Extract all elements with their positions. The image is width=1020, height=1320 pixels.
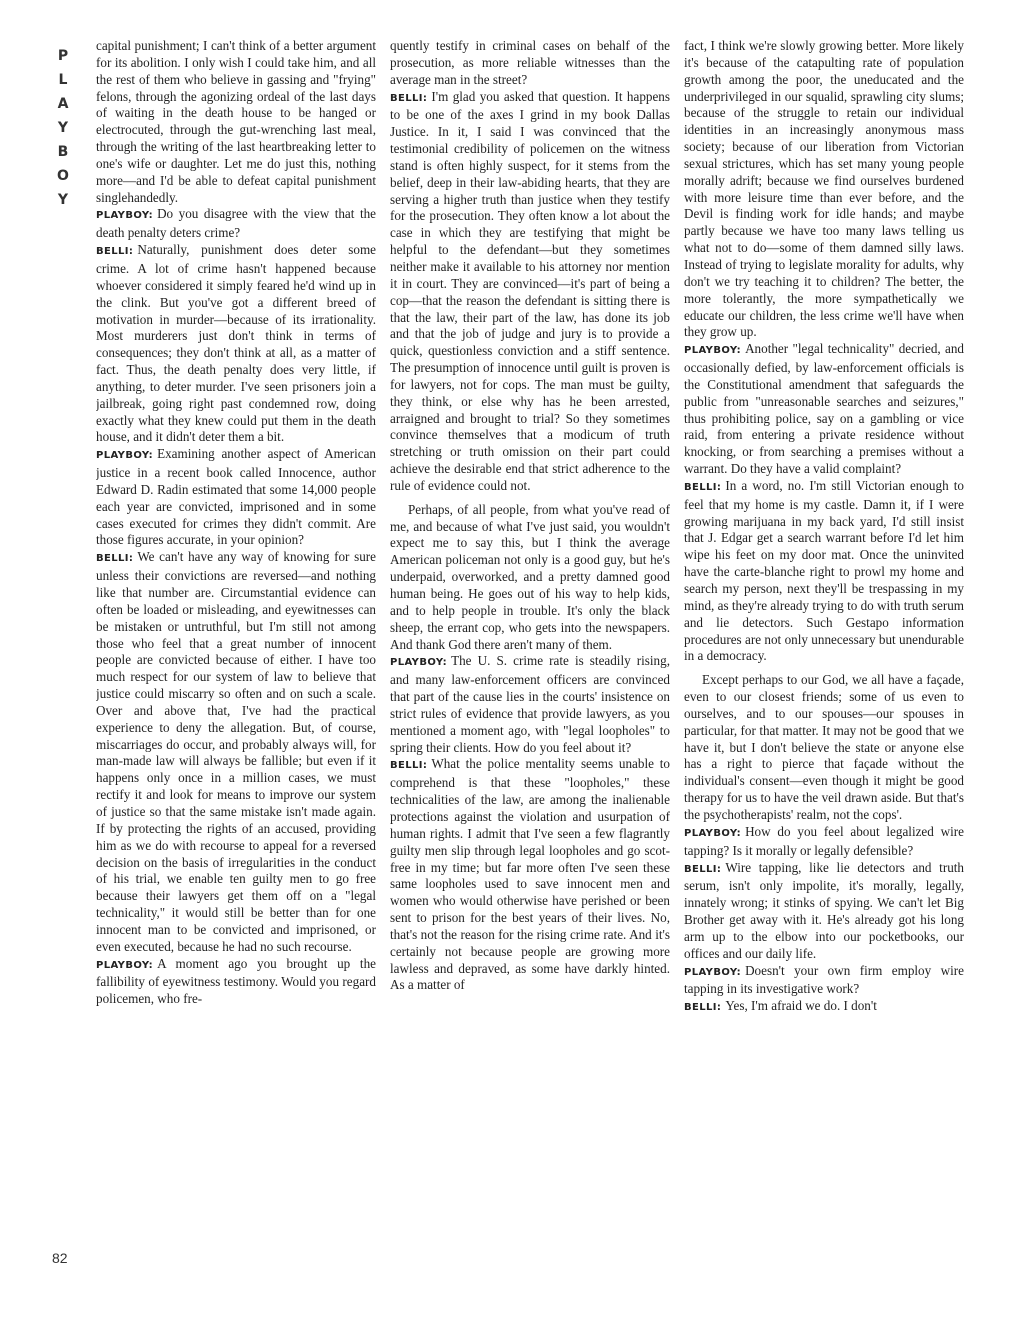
- interview-paragraph: [96, 956, 376, 1009]
- interview-paragraph: [96, 549, 376, 955]
- paragraph-text: Wire tapping, like lie detectors and truth serum, isn't only impolite, it's morally, legally, innately wrong; it stinks of spying. We can't let Big Brother get away with it. He's already got his long arm up to the elbow into our pocketbooks, our offices and our daily life.: [684, 859, 964, 961]
- playboy-masthead: [50, 44, 76, 212]
- body-paragraph: [684, 38, 964, 341]
- paragraph-text: In a word, no. I'm still Victorian enough to feel that my home is my castle. Damn it, if I were growing marijuana in my back yard, I'd still insist that J. Edgar get a search warrant before I'd let him wipe his feet on my door mat. Once the uninvited have the carte-blanche right to prowl my home and search my person, next they'll be trespassing in my mind, as they're already trying to do with truth serum and lie detectors. Such Gestapo information procedures are not only unnecessary but unendurable in a democracy.: [684, 477, 964, 664]
- masthead-letter: A: [57, 96, 69, 112]
- speaker-label: PLAYBOY:: [684, 966, 742, 978]
- body-paragraph: [390, 502, 670, 654]
- text-column-1: [96, 38, 376, 1282]
- masthead-letter: L: [58, 72, 68, 88]
- paragraph-text: quently testify in criminal cases on behalf of the prosecution, as more reliable witnesses than the average man in the street?: [390, 38, 670, 87]
- interview-paragraph: [684, 998, 964, 1017]
- body-paragraph: [390, 38, 670, 89]
- speaker-label: BELLI:: [684, 1002, 722, 1014]
- speaker-label: PLAYBOY:: [684, 345, 742, 357]
- speaker-label: BELLI:: [684, 863, 722, 875]
- paragraph-text: Yes, I'm afraid we do. I don't: [725, 998, 877, 1014]
- paragraph-text: fact, I think we're slowly growing better. More likely it's because of the catapulting rate of population growth among the poor, the uneducated and the underprivileged in our squalid, sprawling city slums; because of the struggle to retain our individual identities in an increasingly anonymous mass society; because of our liberation from Victorian sexual strictures, which has set many young people morally adrift; because we find ourselves burdened with more leisure time than ever before, and the Devil is finding work for idle hands; and maybe partly because we have too many laws telling us what not to do—some of them damned silly laws. Instead of trying to legislate morality for adults, why don't we try teaching it to children? The better, the more tolerantly, the more sympathetically we educate our children, the less crime we'll have when they grow up.: [684, 38, 964, 340]
- paragraph-text: I'm glad you asked that question. It happens to be one of the axes I grind in my book Dallas Justice. In it, I said I was convinced that the testimonial credibility of policemen on the witness stand is often highly suspect, for it stems from the belief, deep in their law-abiding hearts, that they are serving a higher truth than justice when they testify for the prosecution. They often know a lot about the case in which they are testifying that might be helpful to the defendant—but they sometimes neither make it available to his attorney nor mention it in court. They are convinced—it's part of being a cop—that the reason the defendant is sitting there is that the law, their part of the law, has done its job and that the job of judge and jury is to provide a quick, questionless conviction and a stiff sentence. The presumption of innocence until guilt is proven is for lawyers, not for cops. The man must be guilty, they think, or else why has he been arrested, arraigned and brought to trial? So they sometimes convince themselves that a modicum of truth stretching or truth omission on their part could achieve the desirable end that strict adherence to the rule of evidence could not.: [390, 88, 670, 493]
- paragraph-text: Do you disagree with the view that the death penalty deters crime?: [96, 206, 376, 241]
- paragraph-text: How do you feel about legalized wire tapping? Is it morally or legally defensible?: [684, 823, 964, 858]
- speaker-label: BELLI:: [96, 246, 134, 258]
- speaker-label: PLAYBOY:: [96, 210, 154, 222]
- interview-paragraph: [390, 89, 670, 495]
- masthead-letter: P: [57, 48, 69, 64]
- interview-paragraph: [684, 963, 964, 999]
- masthead-letter: B: [57, 144, 69, 160]
- paragraph-text: Examining another aspect of American justice in a recent book called Innocence, author Edward D. Radin estimated that some 14,000 people each year are convicted, imprisoned and in some cases executed for crimes they didn't commit. Are those figures accurate, in your opinion?: [96, 446, 376, 548]
- speaker-label: PLAYBOY:: [684, 827, 742, 839]
- interview-paragraph: [684, 824, 964, 860]
- speaker-label: BELLI:: [390, 92, 428, 104]
- text-column-2: [390, 38, 670, 1282]
- page-number: 82: [52, 1250, 68, 1266]
- paragraph-text: Except perhaps to our God, we all have a façade, even to our closest friends; some of us even to ourselves, and to our spouses—our spouses in particular, for that matter. It may not be good that we have it, but I don't believe the state or anyone else has a right to pierce that façade without the individual's consent—even though it might be good therapy for us to have the veil drawn aside. But that's the psychotherapists' realm, not the cops'.: [684, 672, 964, 822]
- body-paragraph: [684, 672, 964, 824]
- interview-paragraph: [684, 860, 964, 963]
- paragraph-text: The U. S. crime rate is steadily rising, and many law-enforcement officers are convinced that part of the cause lies in the courts' insistence on strict rules of evidence that provide lawyers, as you mentioned a moment ago, with "legal loopholes" to spring their clients. How do you feel about it?: [390, 653, 670, 755]
- interview-paragraph: [96, 242, 376, 446]
- masthead-letter: Y: [57, 120, 69, 136]
- interview-paragraph: [390, 653, 670, 756]
- interview-paragraph: [96, 206, 376, 242]
- masthead-letter: O: [57, 168, 69, 184]
- interview-paragraph: [96, 446, 376, 549]
- speaker-label: PLAYBOY:: [390, 657, 448, 669]
- speaker-label: BELLI:: [390, 760, 428, 772]
- interview-paragraph: [390, 756, 670, 994]
- speaker-label: PLAYBOY:: [96, 959, 154, 971]
- interview-paragraph: [684, 478, 964, 665]
- paragraph-text: We can't have any way of knowing for sure unless their convictions are reversed—and nothing like that number are. Circumstantial evidence can often be loaded or misleading, and eyewitnesses can be mistaken or untruthful, but I'm still not among those who feel that a great number of innocent people are convicted because of either. I have too much respect for our system of law to believe that justice could miscarry so often and on such a scale. Over and above that, I've had the practical experience to deny the allegation. But, of course, miscarriages do occur, and probably always will, for man-made law will always be fallible; but even if it happens only once in a million cases, we must rectify it and look for means to improve our system of justice so that the same mistake isn't made again. If by protecting the rights of an accused, providing him as we do with recourse to appeal for a reversed decision on the basis of irregularities in the conduct of his trial, we enable ten guilty men to go free because their lawyers get them off on a "legal technicality," it would still be better than for one innocent man to be convicted and imprisoned, or even executed, because he had no such recourse.: [96, 549, 376, 954]
- paragraph-text: Naturally, punishment does deter some crime. A lot of crime hasn't happened because whoever considered it simply feared he'd wind up in the clink. But you've got a different breed of motivation in murder—because of its irrationality. Most murderers just don't think in terms of consequences; they don't think at all, as a matter of fact. Thus, the death penalty does very little, if anything, to deter murder. I've seen prisoners join a jailbreak, going right past condemned row, doing exactly what they knew could put them in the death house, and it didn't deter them a bit.: [96, 242, 376, 445]
- speaker-label: BELLI:: [684, 481, 722, 493]
- text-column-3: [684, 38, 964, 1282]
- paragraph-text: Doesn't your own firm employ wire tapping in its investigative work?: [684, 962, 964, 997]
- paragraph-text: What the police mentality seems unable to comprehend is that these "loopholes," these technicalities of the law, are among the inalienable protections against the violation and usurpation of human rights. I admit that I've seen a few flagrantly guilty men slip through legal loopholes and go scot-free in my time; but far more often I've seen these same loopholes used to save innocent men and women who would otherwise have perished or been sent to prison for the best years of their lives. No, that's not the reason for the rising crime rate. And it's certainly not because people are growing more lawless and depraved, as some have darkly hinted. As a matter of: [390, 756, 670, 993]
- paragraph-text: A moment ago you brought up the fallibility of eyewitness testimony. Would you regard policemen, who fre-: [96, 955, 376, 1007]
- paragraph-text: capital punishment; I can't think of a better argument for its abolition. I only wish I could take him, and all the rest of them who believe in gassing and "frying" felons, through the agonizing ordeal of the last days of waiting in the death house to be hanged or electrocuted, through the gut-wrenching last meal, through the writing of the last heartbreaking letter to one's wife or daughter. Let me do just this, nothing more—and I'd be able to defeat capital punishment singlehandedly.: [96, 38, 376, 205]
- paragraph-text: Perhaps, of all people, from what you've read of me, and because of what I've just said, you wouldn't expect me to say this, but I think the average American policeman not only is a good guy, but he's underpaid, overworked, and a pretty damned good human being. He goes out of his way to help kids, and to help people in trouble. It's only the black sheep, the errant cop, who gets into the newspapers. And thank God there aren't many of them.: [390, 501, 670, 652]
- body-paragraph: [96, 38, 376, 206]
- speaker-label: PLAYBOY:: [96, 450, 154, 462]
- paragraph-text: Another "legal technicality" decried, and occasionally defied, by law-enforcement officials is the Constitutional amendment that safeguards the public from "unreasonable searches and seizures," thus prohibiting police, say on a gambling or vice raid, from entering a private residence without knocking, or from searching a premises without a warrant. Do they have a valid complaint?: [684, 341, 964, 477]
- interview-paragraph: [684, 341, 964, 478]
- masthead-letter: Y: [57, 192, 69, 208]
- speaker-label: BELLI:: [96, 553, 134, 565]
